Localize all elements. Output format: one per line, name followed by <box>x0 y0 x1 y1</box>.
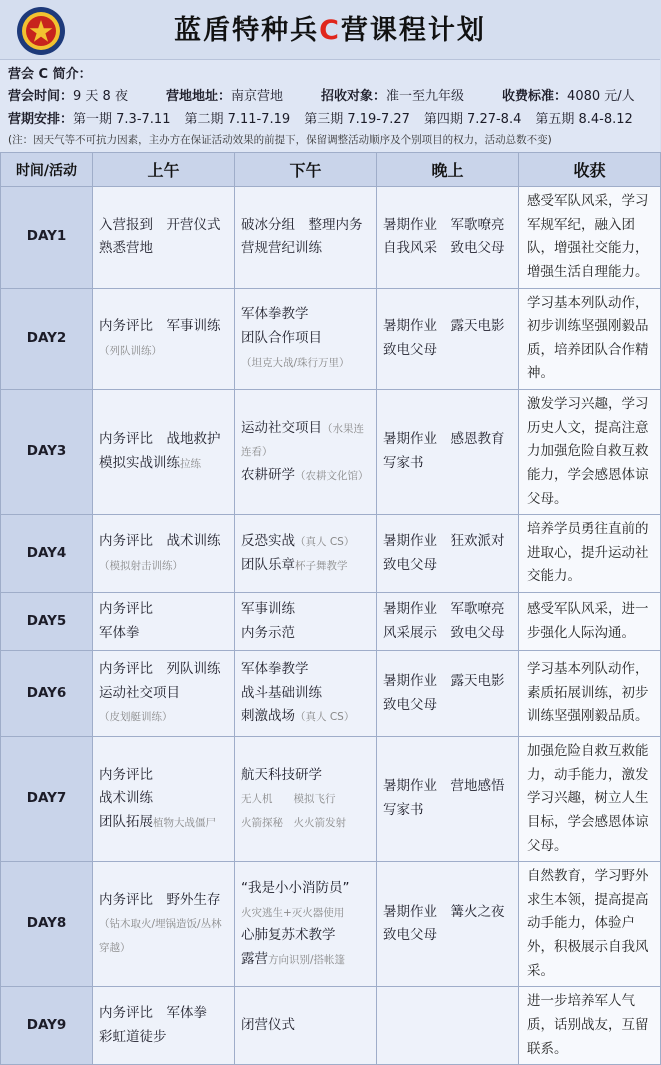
day-label: DAY9 <box>1 987 93 1065</box>
day-label: DAY5 <box>1 593 93 651</box>
activity-text: 团队拓展 <box>99 813 153 830</box>
activity-line <box>241 1014 370 1038</box>
activity-line <box>99 622 228 646</box>
activity-line <box>99 1026 228 1050</box>
table-row <box>1 515 661 593</box>
morning-cell <box>93 651 235 737</box>
table-row <box>1 288 661 390</box>
activity-line <box>241 764 370 788</box>
schedule-table <box>0 152 661 1065</box>
activity-line <box>383 901 512 925</box>
activity-text: 运动社交项目 <box>99 684 180 701</box>
activity-line <box>99 428 228 452</box>
table-row <box>1 593 661 651</box>
afternoon-cell <box>235 288 377 390</box>
intro-heading: 营会 C 简介： <box>8 67 92 82</box>
activity-note: （农耕文化馆） <box>295 469 369 482</box>
activity-text: 内务评比 <box>99 766 153 783</box>
table-row <box>1 987 661 1065</box>
evening-cell <box>377 737 519 862</box>
activity-text: 内务评比 军事训练 <box>99 318 221 335</box>
activity-line <box>99 658 228 682</box>
activity-line <box>99 554 228 578</box>
morning-cell <box>93 593 235 651</box>
camp-info <box>0 60 660 152</box>
activity-line <box>241 901 370 925</box>
activity-line <box>383 530 512 554</box>
col-header-evening: 晚上 <box>377 153 519 187</box>
activity-text: 致电父母 <box>383 556 437 573</box>
afternoon-cell <box>235 862 377 987</box>
activity-text: 军体拳教学 <box>241 306 309 323</box>
activity-line <box>241 303 370 327</box>
evening-cell <box>377 187 519 289</box>
activity-line <box>383 452 512 476</box>
day-label: DAY1 <box>1 187 93 289</box>
afternoon-cell <box>235 593 377 651</box>
morning-cell <box>93 187 235 289</box>
activity-line <box>241 464 370 488</box>
activity-text: 心肺复苏术教学 <box>241 927 336 944</box>
day-label: DAY4 <box>1 515 93 593</box>
activity-text: 致电父母 <box>383 696 437 713</box>
activity-line <box>383 554 512 578</box>
activity-text: 模拟实战训练 <box>99 455 180 472</box>
activity-text: 内务评比 野外生存 <box>99 891 221 908</box>
activity-text: 写家书 <box>383 455 424 472</box>
col-header-gains: 收获 <box>519 153 661 187</box>
morning-cell <box>93 390 235 515</box>
activity-text: 内务评比 <box>99 600 153 617</box>
session-period: 第四期 7.27-8.4 <box>423 112 522 127</box>
evening-cell <box>377 515 519 593</box>
activity-text: 内务评比 列队训练 <box>99 661 221 678</box>
activity-note: （钻木取火/埋锅造饭/丛林穿越） <box>99 918 222 954</box>
activity-text: 暑期作业 露天电影 <box>383 318 505 335</box>
col-header-morning: 上午 <box>93 153 235 187</box>
activity-text: 军事训练 <box>241 600 295 617</box>
activity-line <box>99 787 228 811</box>
activity-text: 彩虹道徒步 <box>99 1028 167 1045</box>
activity-line <box>241 948 370 972</box>
activity-text: 战斗基础训练 <box>241 684 322 701</box>
table-header-row <box>1 153 661 187</box>
activity-line <box>99 315 228 339</box>
activity-text: 内务评比 军体拳 <box>99 1005 207 1022</box>
disclaimer-note: (注：因天气等不可抗力因素，主办方在保证活动效果的前提下，保留调整活动顺序及个别项目的权力，活动总数不变) <box>8 134 552 146</box>
activity-line <box>241 622 370 646</box>
activity-line <box>241 530 370 554</box>
morning-cell <box>93 515 235 593</box>
activity-note: （模拟射击训练） <box>99 559 183 572</box>
info-row: 营会时间：9 天 8 夜 营地地址：南京营地 招收对象：准一至九年级 收费标准：4080 元/人 <box>8 89 635 104</box>
activity-text: 暑期作业 露天电影 <box>383 672 505 689</box>
evening-cell <box>377 862 519 987</box>
gains-cell: 自然教育，学习野外求生本领，提高提高动手能力，体验户外，积极展示自我风采。 <box>519 862 661 987</box>
session-row: 营期安排：第一期 7.3-7.11 第二期 7.11-7.19 第三期 7.19-7.27 第四期 7.27-8.4 第五期 8.4-8.12 <box>8 112 633 127</box>
activity-text: 致电父母 <box>383 927 437 944</box>
activity-line <box>99 682 228 706</box>
activity-line <box>241 214 370 238</box>
afternoon-cell <box>235 515 377 593</box>
activity-note: （水果连连看） <box>241 422 364 459</box>
afternoon-cell <box>235 737 377 862</box>
title-bar <box>0 0 660 60</box>
table-row <box>1 187 661 289</box>
gains-cell: 加强危险自救互救能力，动手能力，激发学习兴趣，树立人生目标，学会感恩体谅父母。 <box>519 737 661 862</box>
gains-cell: 感受军队风采，进一步强化人际沟通。 <box>519 593 661 651</box>
activity-line <box>99 530 228 554</box>
activity-line <box>241 811 370 835</box>
gains-cell: 进一步培养军人气质，话别战友，互留联系。 <box>519 987 661 1065</box>
activity-text: 运动社交项目 <box>241 419 322 436</box>
activity-line <box>383 694 512 718</box>
activity-text: 军体拳教学 <box>241 661 309 678</box>
activity-text: 农耕研学 <box>241 466 295 483</box>
activity-note: 方向识别/搭帐篷 <box>268 953 346 966</box>
table-row <box>1 651 661 737</box>
evening-cell <box>377 288 519 390</box>
activity-line <box>383 799 512 823</box>
activity-line <box>99 237 228 261</box>
activity-line <box>99 764 228 788</box>
table-row <box>1 862 661 987</box>
activity-line <box>241 417 370 464</box>
activity-line <box>383 237 512 261</box>
activity-line <box>99 339 228 363</box>
activity-line <box>241 877 370 901</box>
activity-text: 内务评比 战地救护 <box>99 431 221 448</box>
activity-line <box>383 622 512 646</box>
activity-note: 火灾逃生+灭火器使用 <box>241 906 345 919</box>
activity-line <box>241 682 370 706</box>
morning-cell <box>93 987 235 1065</box>
activity-text: 营规营纪训练 <box>241 240 322 257</box>
activity-text: 暑期作业 感恩教育 <box>383 431 505 448</box>
table-row <box>1 390 661 515</box>
day-label: DAY7 <box>1 737 93 862</box>
activity-text: 反恐实战 <box>241 532 295 549</box>
activity-text: “我是小小消防员” <box>241 879 350 896</box>
activity-line <box>241 327 370 351</box>
gains-cell: 学习基本列队动作，素质拓展训练，初步训练坚强刚毅品质。 <box>519 651 661 737</box>
gains-cell: 感受军队风采，学习军规军纪，融入团队，增强社交能力，增强生活自理能力。 <box>519 187 661 289</box>
activity-line <box>99 598 228 622</box>
session-period: 第五期 8.4-8.12 <box>535 112 633 127</box>
evening-cell <box>377 390 519 515</box>
activity-text: 闭营仪式 <box>241 1016 295 1033</box>
gains-cell: 培养学员勇往直前的进取心，提升运动社交能力。 <box>519 515 661 593</box>
activity-note: （皮划艇训练） <box>99 711 173 724</box>
activity-note: 植物大战僵尸 <box>153 816 216 829</box>
activity-line <box>383 670 512 694</box>
activity-line <box>99 214 228 238</box>
activity-text: 自我风采 致电父母 <box>383 240 505 257</box>
page-title: 蓝盾特种兵C营课程计划 <box>174 15 486 46</box>
session-period: 第三期 7.19-7.27 <box>304 112 410 127</box>
activity-line <box>241 351 370 375</box>
activity-line <box>241 705 370 729</box>
activity-line <box>241 237 370 261</box>
activity-text: 战术训练 <box>99 790 153 807</box>
activity-text: 熟悉营地 <box>99 240 153 257</box>
activity-note: （列队训练） <box>99 344 162 357</box>
activity-text: 暑期作业 狂欢派对 <box>383 532 505 549</box>
activity-text: 刺激战场 <box>241 708 295 725</box>
activity-note: 拉练 <box>180 458 201 471</box>
gains-cell: 激发学习兴趣，学习历史人文，提高注意力加强危险自救互救能力，学会感恩体谅父母。 <box>519 390 661 515</box>
activity-text: 入营报到 开营仪式 <box>99 216 221 233</box>
afternoon-cell <box>235 987 377 1065</box>
activity-text: 致电父母 <box>383 341 437 358</box>
activity-note: （坦克大战/珠行万里） <box>241 356 350 369</box>
activity-line <box>383 214 512 238</box>
activity-line <box>99 1002 228 1026</box>
table-row <box>1 737 661 862</box>
activity-line <box>383 428 512 452</box>
day-label: DAY3 <box>1 390 93 515</box>
activity-text: 暑期作业 营地感悟 <box>383 778 505 795</box>
day-label: DAY8 <box>1 862 93 987</box>
activity-line <box>241 924 370 948</box>
morning-cell <box>93 737 235 862</box>
activity-line <box>99 452 228 476</box>
morning-cell <box>93 288 235 390</box>
activity-line <box>241 658 370 682</box>
activity-note: （真人 CS） <box>295 711 355 724</box>
activity-text: 暑期作业 军歌嘹亮 <box>383 216 505 233</box>
activity-text: 写家书 <box>383 802 424 819</box>
activity-text: 团队合作项目 <box>241 329 322 346</box>
activity-text: 暑期作业 篝火之夜 <box>383 903 505 920</box>
day-label: DAY2 <box>1 288 93 390</box>
activity-text: 航天科技研学 <box>241 766 322 783</box>
activity-line <box>241 554 370 578</box>
activity-line <box>99 705 228 729</box>
activity-line <box>383 598 512 622</box>
activity-line <box>383 775 512 799</box>
activity-line <box>383 339 512 363</box>
activity-note: 杯子舞教学 <box>295 559 348 572</box>
afternoon-cell <box>235 187 377 289</box>
gains-cell: 学习基本列队动作，初步训练坚强刚毅品质，培养团队合作精神。 <box>519 288 661 390</box>
evening-cell <box>377 987 519 1065</box>
col-header-afternoon: 下午 <box>235 153 377 187</box>
activity-note: 火箭探秘 火火箭发射 <box>241 816 346 829</box>
activity-line <box>99 811 228 835</box>
activity-text: 内务评比 战术训练 <box>99 532 221 549</box>
activity-text: 风采展示 致电父母 <box>383 624 505 641</box>
activity-line <box>99 889 228 913</box>
activity-line <box>383 315 512 339</box>
activity-text: 暑期作业 军歌嘹亮 <box>383 600 505 617</box>
evening-cell <box>377 651 519 737</box>
activity-note: 无人机 模拟飞行 <box>241 793 336 806</box>
session-period: 第一期 7.3-7.11 <box>73 112 171 127</box>
activity-text: 军体拳 <box>99 624 140 641</box>
afternoon-cell <box>235 390 377 515</box>
activity-text: 团队乐章 <box>241 556 295 573</box>
evening-cell <box>377 593 519 651</box>
activity-note: （真人 CS） <box>295 535 355 548</box>
activity-line <box>241 787 370 811</box>
morning-cell <box>93 862 235 987</box>
activity-line <box>383 924 512 948</box>
activity-text: 内务示范 <box>241 624 295 641</box>
afternoon-cell <box>235 651 377 737</box>
activity-text: 露营 <box>241 950 268 967</box>
session-period: 第二期 7.11-7.19 <box>184 112 291 127</box>
activity-text: 破冰分组 整理内务 <box>241 216 363 233</box>
col-header-time: 时间/活动 <box>1 153 93 187</box>
activity-line <box>99 912 228 959</box>
activity-line <box>241 598 370 622</box>
day-label: DAY6 <box>1 651 93 737</box>
